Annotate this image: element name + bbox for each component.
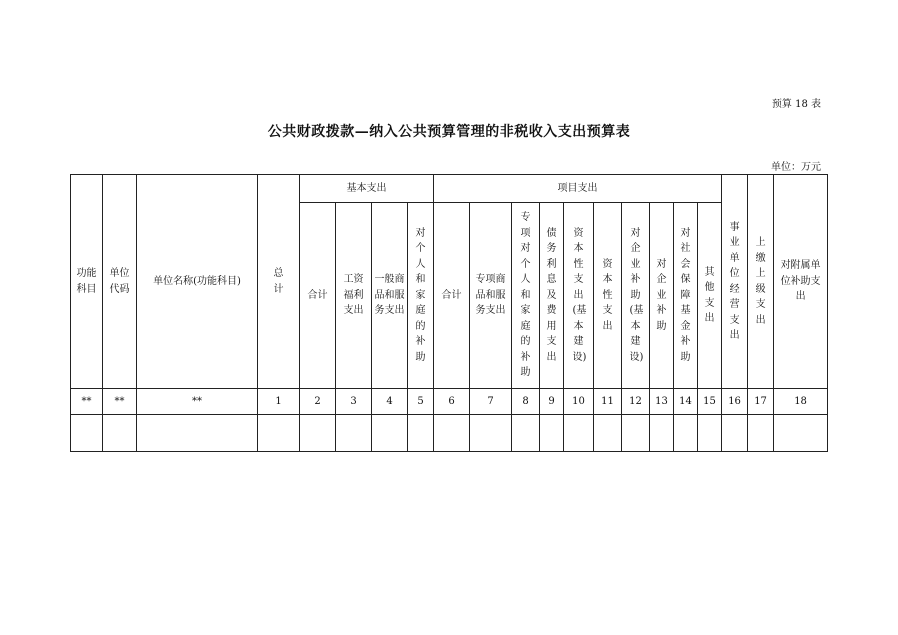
number-cell: 8 [512,389,540,415]
header-project-interest: 债务利息及费用支出 [540,203,564,389]
header-upper-payment: 上缴上级支出 [748,175,774,389]
table-cell [650,415,674,452]
number-cell: 18 [774,389,828,415]
header-func-code: 功能科目 [71,175,103,389]
number-cell: ** [137,389,258,415]
table-cell [470,415,512,452]
table-cell [434,415,470,452]
budget-table [70,174,828,452]
number-cell: 4 [372,389,408,415]
header-project-goods: 专项商品和服务支出 [470,203,512,389]
header-project-subsidy: 专项对个人和家庭的补助 [512,203,540,389]
header-basic-group: 基本支出 [300,175,434,203]
number-cell: 6 [434,389,470,415]
number-cell: 11 [594,389,622,415]
table-cell [698,415,722,452]
table-cell [564,415,594,452]
header-project-enterprise-basic: 对企业补助(基本建设) [622,203,650,389]
table-cell [722,415,748,452]
header-affiliated-subsidy: 对附属单位补助支出 [774,175,828,389]
table-cell [408,415,434,452]
number-cell: 16 [722,389,748,415]
number-cell: 3 [336,389,372,415]
header-project-capital-basic: 资本性支出(基本建设) [564,203,594,389]
number-cell: 5 [408,389,434,415]
header-basic-salary: 工资福利支出 [336,203,372,389]
table-cell [540,415,564,452]
number-cell: ** [103,389,137,415]
table-cell [622,415,650,452]
header-project-enterprise: 对企业补助 [650,203,674,389]
header-project-group: 项目支出 [434,175,722,203]
header-project-total: 合计 [434,203,470,389]
number-cell: 7 [470,389,512,415]
header-institution-op: 事业单位经营支出 [722,175,748,389]
number-cell: 12 [622,389,650,415]
number-cell: 2 [300,389,336,415]
header-basic-goods: 一般商品和服务支出 [372,203,408,389]
table-cell [137,415,258,452]
number-cell: 15 [698,389,722,415]
table-cell [103,415,137,452]
number-cell: 1 [258,389,300,415]
table-cell [512,415,540,452]
table-cell [336,415,372,452]
header-unit-code: 单位代码 [103,175,137,389]
table-cell [372,415,408,452]
table-row [71,415,828,452]
table-cell [71,415,103,452]
number-cell: 14 [674,389,698,415]
header-project-social: 对社会保障基金补助 [674,203,698,389]
header-basic-total: 合计 [300,203,336,389]
header-total: 总计 [258,175,300,389]
header-project-other: 其他支出 [698,203,722,389]
header-project-capital: 资本性支出 [594,203,622,389]
table-cell [258,415,300,452]
table-cell [300,415,336,452]
header-unit-name: 单位名称(功能科目) [137,175,258,389]
unit-label: 单位：万元 [771,162,821,173]
table-cell [674,415,698,452]
header-basic-subsidy: 对个人和家庭的补助 [408,203,434,389]
column-number-row [71,389,828,415]
number-cell: 10 [564,389,594,415]
table-cell [774,415,828,452]
table-cell [594,415,622,452]
number-cell: 9 [540,389,564,415]
number-cell: 13 [650,389,674,415]
number-cell: ** [71,389,103,415]
number-cell: 17 [748,389,774,415]
page-title: 公共财政拨款—纳入公共预算管理的非税收入支出预算表 [267,124,631,140]
page-number: 预算 18 表 [771,99,821,110]
table-cell [748,415,774,452]
